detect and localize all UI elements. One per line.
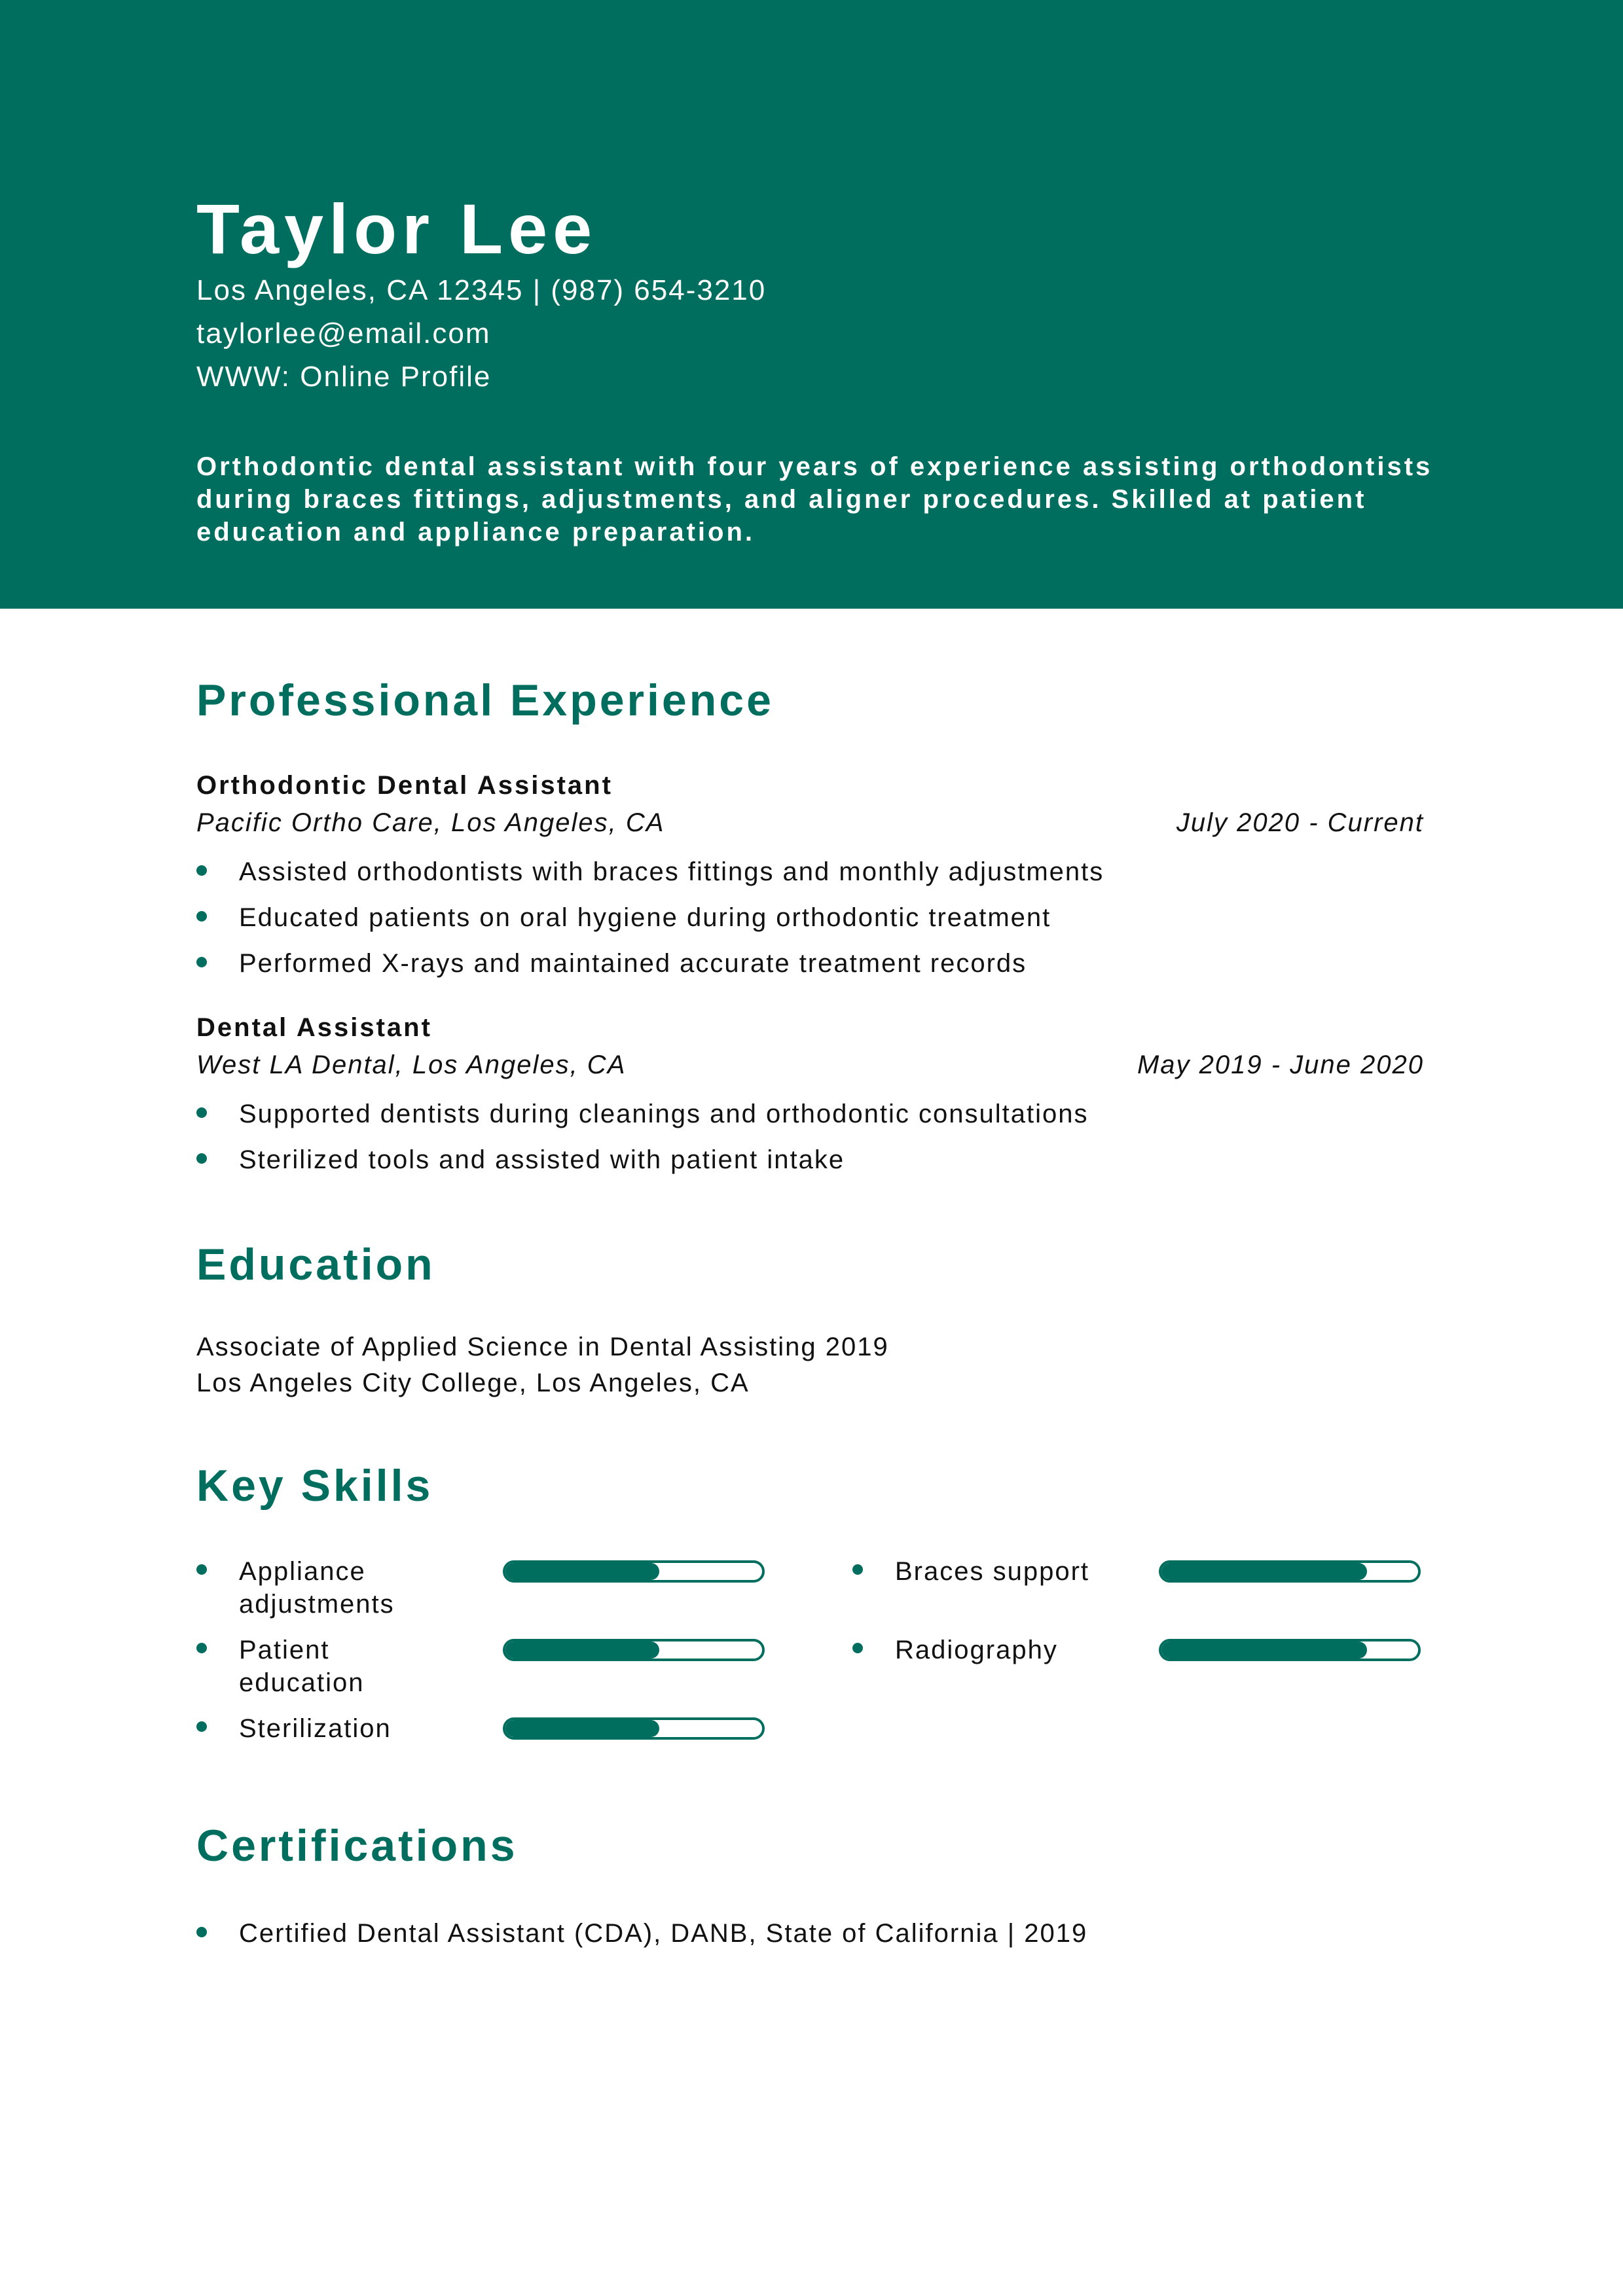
bullet-dot-icon (196, 1927, 207, 1937)
job-bullet (196, 856, 1440, 888)
bullet-text: Educated patients on oral hygiene during orthodontic treatment (239, 903, 1051, 932)
job-bullet (196, 948, 1440, 979)
website-link[interactable]: WWW: Online Profile (196, 361, 492, 393)
bullet-dot-icon (852, 1564, 863, 1575)
bullet-text: Supported dentists during cleanings and orthodontic consultations (239, 1100, 1089, 1128)
skill-level-fill (1161, 1563, 1367, 1580)
bullet-dot-icon (196, 1721, 207, 1732)
bullet-text: Performed X-rays and maintained accurate treatment records (239, 949, 1027, 978)
bullet-dot-icon (196, 1643, 207, 1653)
education-school: Los Angeles City College, Los Angeles, CA (196, 1369, 750, 1397)
skill-name: Sterilization (239, 1714, 392, 1743)
skill-name: Appliance adjustments (239, 1557, 395, 1619)
skill-item (196, 1712, 766, 1784)
skill-item (196, 1555, 766, 1627)
job-bullet (196, 1144, 1440, 1175)
bullet-text: Sterilized tools and assisted with patient intake (239, 1145, 845, 1174)
certification-item (196, 1918, 1440, 1949)
bullet-dot-icon (196, 1153, 207, 1164)
skill-name: Radiography (895, 1636, 1058, 1664)
skill-level-fill (505, 1720, 659, 1737)
bullet-dot-icon (196, 1107, 207, 1118)
bullet-dot-icon (852, 1643, 863, 1653)
job-company: West LA Dental, Los Angeles, CA (196, 1050, 627, 1079)
skill-level-fill (505, 1641, 659, 1659)
skill-level-bar (1159, 1639, 1421, 1661)
skill-item (196, 1634, 766, 1706)
skill-level-bar (503, 1560, 765, 1583)
candidate-name: Taylor Lee (196, 189, 598, 268)
skills-heading: Key Skills (196, 1461, 433, 1511)
skill-item (852, 1555, 1422, 1627)
address-phone: Los Angeles, CA 12345 | (987) 654-3210 (196, 274, 767, 306)
education-heading: Education (196, 1240, 435, 1289)
bullet-dot-icon (196, 911, 207, 922)
skill-level-fill (1161, 1641, 1367, 1659)
bullet-dot-icon (196, 957, 207, 967)
certification-text: Certified Dental Assistant (CDA), DANB, State of California | 2019 (239, 1919, 1088, 1948)
job-company: Pacific Ortho Care, Los Angeles, CA (196, 808, 665, 837)
experience-heading: Professional Experience (196, 675, 774, 725)
bullet-dot-icon (196, 865, 207, 876)
education-degree: Associate of Applied Science in Dental Assisting 2019 (196, 1333, 889, 1361)
skill-item (852, 1634, 1422, 1706)
job-title: Dental Assistant (196, 1013, 432, 1042)
skill-level-bar (503, 1639, 765, 1661)
job-dates: July 2020 - Current (1176, 808, 1424, 837)
header-banner (0, 0, 1623, 609)
bullet-dot-icon (196, 1564, 207, 1575)
professional-summary: Orthodontic dental assistant with four years of experience assisting orthodontists during braces fittings, adjustments, and aligner procedures. Skilled at patient education and appliance preparation. (196, 452, 1433, 547)
bullet-text: Assisted orthodontists with braces fittings and monthly adjustments (239, 857, 1104, 886)
skill-name: Braces support (895, 1557, 1090, 1586)
job-dates: May 2019 - June 2020 (1137, 1050, 1424, 1079)
job-title: Orthodontic Dental Assistant (196, 771, 613, 800)
certifications-heading: Certifications (196, 1821, 518, 1871)
skill-level-fill (505, 1563, 659, 1580)
skill-name: Patient education (239, 1636, 365, 1697)
skill-level-bar (1159, 1560, 1421, 1583)
skill-level-bar (503, 1717, 765, 1740)
job-bullet (196, 902, 1440, 933)
email-address[interactable]: taylorlee@email.com (196, 317, 491, 350)
job-bullet (196, 1098, 1440, 1130)
